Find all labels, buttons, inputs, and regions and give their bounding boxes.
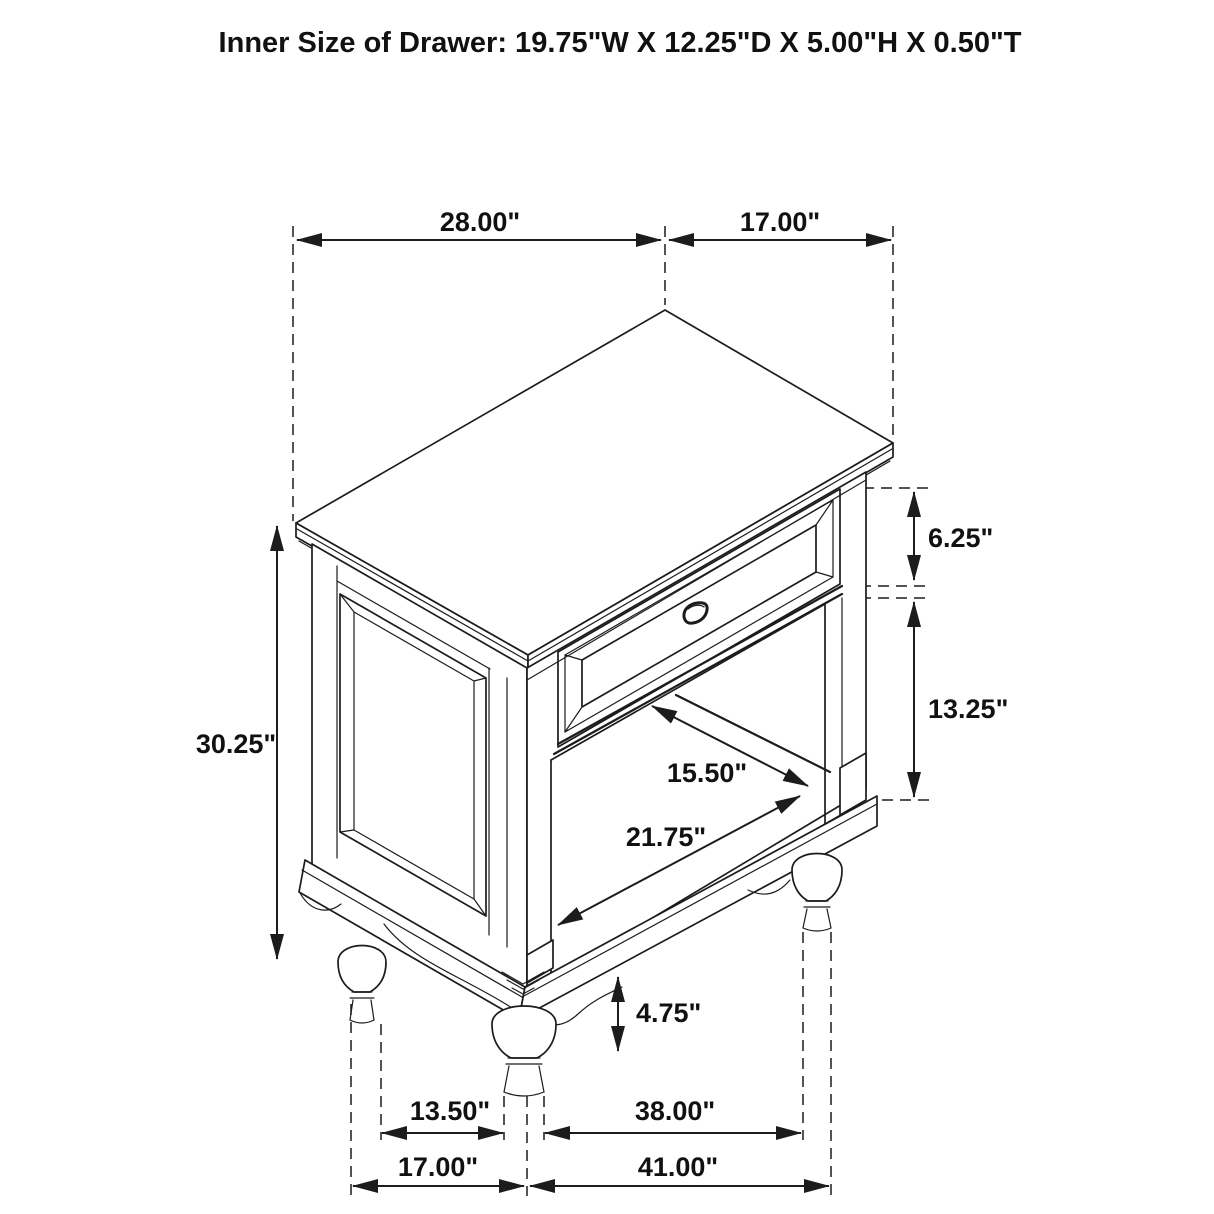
label-overall-height: 30.25" <box>195 729 277 759</box>
label-overall-depth: 17.00" <box>397 1152 479 1182</box>
label-leg-spacing-side: 38.00" <box>634 1096 716 1126</box>
label-top-width: 28.00" <box>439 207 521 237</box>
left-leg <box>338 946 386 1024</box>
label-shelf-depth: 15.50" <box>666 758 748 788</box>
right-leg <box>792 854 842 932</box>
label-leg-spacing-front: 13.50" <box>409 1096 491 1126</box>
label-top-depth: 17.00" <box>739 207 821 237</box>
label-opening-height: 13.25" <box>928 694 1009 724</box>
diagram-title: Inner Size of Drawer: 19.75"W X 12.25"D X 5.00"H X 0.50"T <box>218 27 1022 59</box>
label-drawer-height: 6.25" <box>928 523 994 553</box>
label-shelf-width: 21.75" <box>625 822 707 852</box>
label-overall-width: 41.00" <box>637 1152 719 1182</box>
label-leg-height: 4.75" <box>636 998 702 1028</box>
